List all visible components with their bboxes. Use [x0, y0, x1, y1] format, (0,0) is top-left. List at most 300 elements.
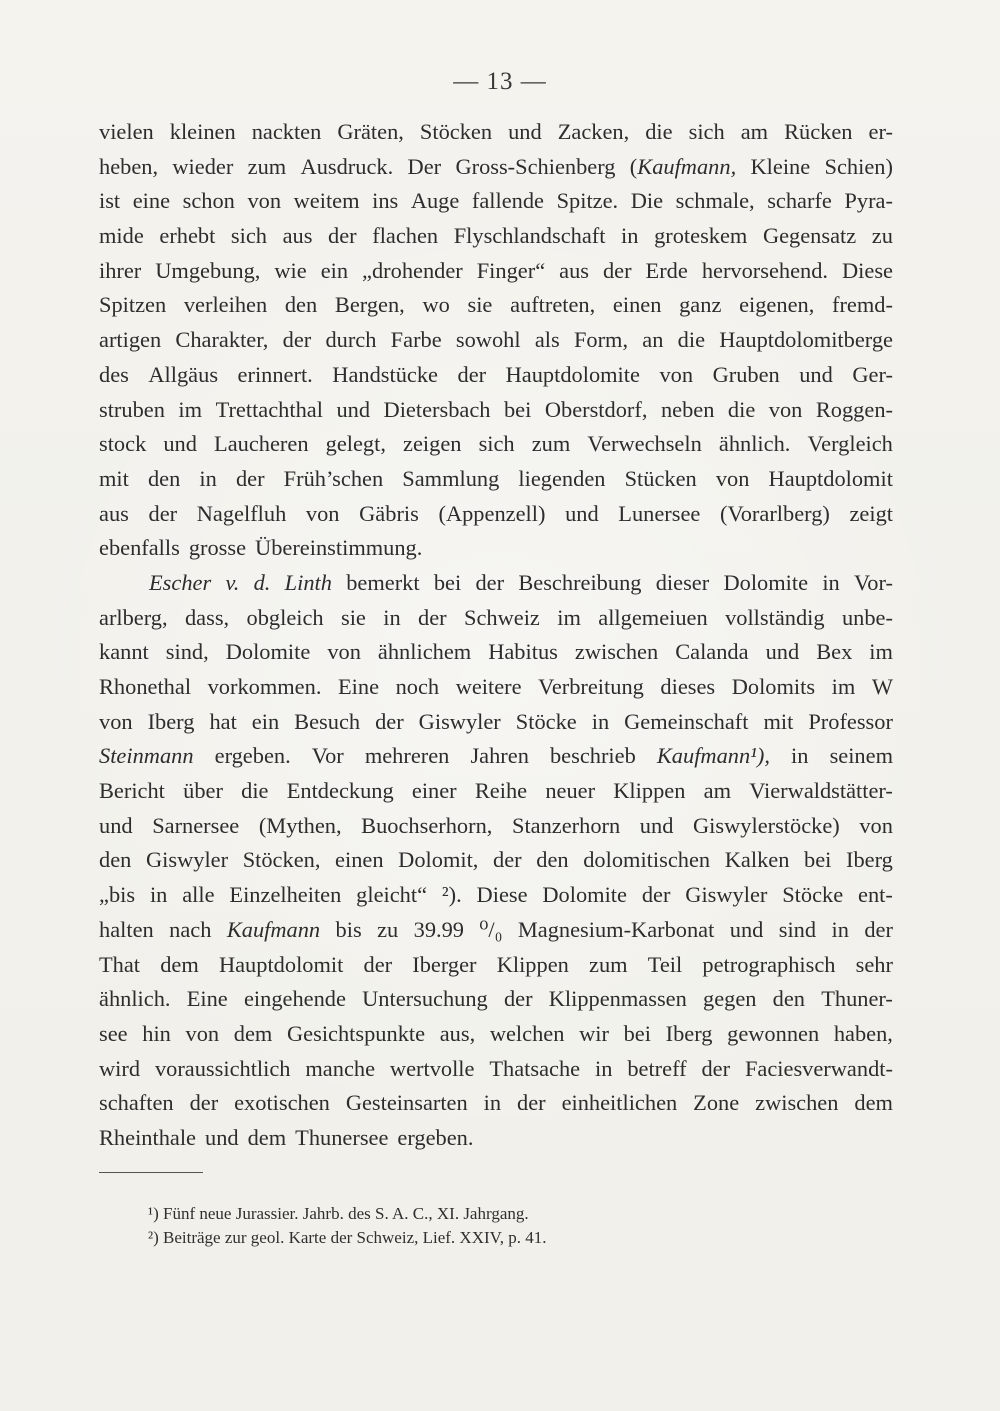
text-word: Umgebung, — [155, 257, 261, 283]
text-word: und — [639, 812, 674, 838]
text-word: haben, — [833, 1020, 893, 1046]
text-line — [99, 670, 893, 705]
text-word: Farbe — [390, 327, 442, 353]
text-word: von — [768, 396, 803, 422]
text-word: Zone — [693, 1090, 740, 1116]
text-word: der — [457, 361, 487, 387]
text-word: sich — [478, 431, 515, 457]
text-word: aus — [99, 500, 129, 526]
text-word: durch — [325, 327, 377, 353]
text-word: Diese — [842, 257, 893, 283]
text-word: Ausdruck. — [300, 153, 394, 179]
text-word: den — [284, 292, 318, 318]
text-word: verleihen — [183, 292, 268, 318]
text-word: Faciesverwandt- — [744, 1055, 893, 1081]
text-word: dieser — [655, 569, 710, 595]
text-word: und — [765, 639, 800, 665]
text-line — [99, 288, 893, 323]
text-word: von — [305, 500, 340, 526]
text-word: fremd- — [831, 292, 893, 318]
text-word: Nagelfluh — [196, 500, 287, 526]
text-line — [99, 705, 893, 740]
text-word: Flyschlandschaft — [453, 223, 606, 249]
text-line — [99, 1086, 893, 1121]
text-word: die — [645, 119, 673, 144]
text-word: in — [791, 743, 809, 769]
text-word: Die — [630, 188, 664, 214]
text-word: der — [282, 327, 312, 353]
text-word: zu — [377, 916, 399, 942]
text-line — [99, 913, 893, 948]
text-word: That — [99, 951, 141, 977]
text-word: Stöcke — [782, 882, 844, 908]
text-line — [99, 1052, 893, 1087]
text-word: in — [199, 465, 217, 491]
text-line — [99, 739, 893, 774]
text-word: arlberg, — [99, 604, 168, 630]
text-word: dem — [854, 1090, 893, 1116]
text-line — [99, 323, 893, 358]
text-word: und — [99, 812, 133, 838]
text-word: nach — [169, 916, 212, 942]
text-word: Ger- — [852, 361, 893, 387]
text-word: den — [536, 847, 569, 873]
text-word: bei — [503, 396, 532, 422]
text-word: der — [701, 1055, 731, 1081]
text-word: der — [235, 465, 265, 491]
text-word: (Kaufmann, — [629, 153, 737, 179]
text-word: nackten — [251, 119, 322, 144]
text-word: vielen — [99, 119, 154, 144]
text-word: Rücken — [784, 119, 853, 144]
text-word: in — [591, 708, 610, 734]
text-word: Rhonethal — [99, 674, 192, 699]
text-word: Entdeckung — [286, 778, 394, 804]
text-word: noch — [395, 674, 440, 699]
text-word: wieder — [172, 153, 234, 179]
text-word: Bergen, — [334, 292, 405, 318]
text-word: Form, — [573, 327, 629, 353]
text-word: Kleine — [750, 153, 811, 179]
text-word: wie — [274, 257, 307, 283]
text-word: bis — [335, 916, 362, 942]
text-word: in — [831, 916, 849, 942]
text-word: Magnesium-Karbonat — [517, 916, 715, 942]
text-word: eingehende — [243, 986, 346, 1012]
text-word: Diese — [476, 882, 528, 908]
footnote-divider — [99, 1172, 203, 1173]
text-word: Reihe — [474, 778, 528, 804]
text-word: eine — [132, 188, 171, 214]
text-word: erinnert. — [237, 361, 313, 387]
text-line — [99, 531, 893, 566]
page-number: — 13 — — [453, 68, 547, 95]
text-word: Gemeinschaft — [624, 708, 749, 734]
text-word: ähnlich. — [718, 431, 791, 457]
text-word: Besuch — [294, 708, 361, 734]
text-word: kleinen — [169, 119, 236, 144]
text-word: wertvolle — [389, 1055, 475, 1081]
text-word: Pyra- — [844, 188, 893, 214]
text-line — [99, 462, 893, 497]
text-word: exotischen — [234, 1090, 330, 1116]
text-word: W — [871, 674, 893, 699]
text-word: (Appenzell) — [438, 500, 546, 526]
text-word: Gegensatz — [762, 223, 857, 249]
text-word: von — [327, 639, 361, 665]
text-word: ganz — [679, 292, 722, 318]
text-word: zeigen — [403, 431, 462, 457]
text-word: und — [729, 916, 764, 942]
text-word: Allgäus — [148, 361, 219, 387]
text-line — [99, 566, 893, 601]
text-word: zwischen — [755, 1090, 839, 1116]
text-word: sowohl — [455, 327, 521, 353]
text-line — [99, 982, 893, 1017]
text-word: welchen — [489, 1020, 565, 1046]
text-word: Dolomits — [731, 674, 816, 699]
text-word: erhebt — [159, 223, 216, 249]
text-word: Giswylerstöcke) — [693, 812, 840, 838]
text-word: Klippen — [496, 951, 569, 977]
text-word: vollständig — [725, 604, 825, 630]
text-word: hervorsehend. — [701, 257, 829, 283]
text-word: der — [602, 257, 632, 283]
text-word: Klippenmassen — [548, 986, 687, 1012]
text-word: die — [727, 396, 756, 422]
text-word: ⁰/₀ — [479, 916, 503, 942]
text-word: stock — [99, 431, 147, 457]
text-word: kannt — [99, 639, 149, 665]
text-word: einen — [335, 847, 384, 873]
text-word: grosse — [188, 535, 247, 561]
text-word: im — [557, 604, 581, 630]
text-word: in — [595, 1055, 613, 1081]
text-word: Untersuchung — [362, 986, 488, 1012]
text-word: Dietersbach — [383, 396, 491, 422]
text-word: am — [703, 778, 731, 804]
text-word: dem — [233, 1020, 273, 1046]
text-word: flachen — [372, 223, 439, 249]
text-word: den — [772, 986, 806, 1012]
text-word: gleicht“ — [356, 882, 428, 908]
text-word: (Mythen, — [258, 812, 342, 838]
text-word: schon — [182, 188, 235, 214]
text-word: hin — [142, 1020, 171, 1046]
text-word: gegen — [703, 986, 757, 1012]
text-word: einheitlichen — [561, 1090, 678, 1116]
text-word: Calanda — [675, 639, 749, 665]
text-word: „bis — [99, 882, 136, 908]
text-word: neuer — [545, 778, 596, 804]
text-word: ähnlichem — [377, 639, 472, 665]
text-word: Vergleich — [807, 431, 893, 457]
text-word: und — [799, 361, 833, 387]
text-word: über — [183, 778, 223, 804]
text-word: ein — [320, 257, 349, 283]
text-line — [99, 254, 893, 289]
text-word: Habitus — [488, 639, 558, 665]
text-word: Sammlung — [402, 465, 500, 491]
text-word: Vor — [311, 743, 344, 769]
text-word: Einzelheiten — [229, 882, 342, 908]
text-word: Trettachthal — [215, 396, 323, 422]
text-word: einen — [612, 292, 662, 318]
text-word: wird — [99, 1055, 141, 1081]
text-word: Kaufmann¹), — [656, 743, 770, 769]
text-word: Der — [407, 153, 442, 179]
text-word: und — [163, 431, 197, 457]
text-word: ist — [99, 188, 121, 214]
footnotes — [148, 1202, 768, 1250]
text-word: zwischen — [574, 639, 659, 665]
text-word: sind, — [165, 639, 209, 665]
text-word: Gruben — [712, 361, 780, 387]
text-word: zum — [531, 431, 571, 457]
text-word: Gesichtspunkte — [287, 1020, 426, 1046]
text-word: zeigt — [849, 500, 893, 526]
text-word: Vor- — [854, 569, 893, 595]
text-word: vorkommen. — [207, 674, 322, 699]
text-word: der — [189, 1090, 219, 1116]
text-word: ein — [251, 708, 280, 734]
text-word: gewonnen — [727, 1020, 820, 1046]
text-line — [99, 219, 893, 254]
text-word: Laucheren — [214, 431, 309, 457]
text-word: Oberstdorf, — [544, 396, 648, 422]
text-word: Auge — [410, 188, 460, 214]
text-line — [99, 427, 893, 462]
text-word: am — [740, 119, 769, 144]
text-word: von — [247, 188, 282, 214]
text-word: Stücken — [624, 465, 697, 491]
text-word: schaften — [99, 1090, 174, 1116]
text-word: Linth — [284, 569, 332, 595]
text-word: Lunersee — [618, 500, 701, 526]
text-word: Verbreitung — [538, 674, 644, 699]
text-word: aus — [282, 223, 313, 249]
text-word: der — [864, 916, 893, 942]
text-word: in — [149, 882, 168, 908]
text-word: sich — [688, 119, 725, 144]
text-word: halten — [99, 916, 154, 942]
text-word: der — [148, 500, 178, 526]
text-word: Professor — [808, 708, 893, 734]
text-word: dieses — [660, 674, 716, 699]
text-word: Thuner- — [821, 986, 893, 1012]
text-word: ent- — [858, 882, 893, 908]
text-word: er- — [868, 119, 893, 144]
text-word: wir — [579, 1020, 609, 1046]
text-word: zu — [871, 223, 893, 249]
text-word: neben — [660, 396, 715, 422]
text-word: Thunersee — [295, 1124, 389, 1150]
text-word: Vierwaldstätter- — [749, 778, 893, 804]
text-word: Sarnersee — [152, 812, 240, 838]
text-word: weitem — [293, 188, 360, 214]
text-word: Gross-Schienberg — [455, 153, 616, 179]
text-word: ähnlich. — [99, 986, 171, 1012]
text-word: der — [363, 951, 393, 977]
text-word: sehr — [855, 951, 893, 977]
text-line — [99, 843, 893, 878]
text-word: 39.99 — [413, 916, 465, 942]
text-word: Hauptdolomit — [218, 951, 344, 977]
text-word: Finger“ — [476, 257, 546, 283]
text-word: aus, — [439, 1020, 476, 1046]
text-word: mit — [763, 708, 794, 734]
text-word: sich — [230, 223, 267, 249]
text-word: Giswyler — [685, 882, 768, 908]
text-word: Spitzen — [99, 292, 167, 318]
text-word: Rheinthale — [99, 1124, 196, 1150]
text-word: Hauptdolomit — [768, 465, 893, 491]
text-word: ²). — [441, 882, 462, 908]
text-word: die — [241, 778, 269, 804]
text-word: von — [99, 708, 133, 734]
text-word: Verwechseln — [587, 431, 702, 457]
text-word: Bericht — [99, 778, 165, 804]
text-word: bei — [433, 569, 462, 595]
text-word: see — [99, 1020, 128, 1046]
text-word: dem — [160, 951, 199, 977]
text-word: von — [659, 361, 694, 387]
text-word: petrographisch — [702, 951, 836, 977]
text-word: und — [336, 396, 371, 422]
text-word: Stöcken, — [242, 847, 321, 873]
text-word: der — [641, 882, 671, 908]
text-word: in — [483, 1090, 502, 1116]
text-word: unbe- — [841, 604, 893, 630]
text-word: und — [205, 1124, 239, 1150]
text-word: Zacken, — [557, 119, 630, 144]
text-word: im — [831, 674, 856, 699]
text-word: sie — [467, 292, 493, 318]
text-line — [99, 150, 893, 185]
text-word: und — [508, 119, 542, 144]
text-word: dass, — [184, 604, 230, 630]
text-word: liegenden — [518, 465, 606, 491]
text-word: Klippen — [613, 778, 686, 804]
text-word: seinem — [829, 743, 893, 769]
text-word: von — [715, 465, 750, 491]
text-word: Gesteinsarten — [345, 1090, 468, 1116]
text-word: Stöcken — [419, 119, 493, 144]
text-word: d. — [253, 569, 271, 595]
text-word: einer — [411, 778, 457, 804]
text-line — [99, 358, 893, 393]
text-word: alle — [182, 882, 215, 908]
text-word: mehreren — [364, 743, 450, 769]
text-word: Iberger — [412, 951, 477, 977]
text-word: Handstücke — [332, 361, 438, 387]
text-word: von — [859, 812, 893, 838]
text-word: bemerkt — [346, 569, 420, 595]
text-word: „drohender — [362, 257, 463, 283]
text-word: den — [147, 465, 181, 491]
body-text — [99, 115, 893, 1156]
text-line — [99, 774, 893, 809]
footnote-line: ²) Beiträge zur geol. Karte der Schweiz, Lief. XXIV, p. 41. — [148, 1228, 547, 1247]
text-word: Dolomite — [723, 569, 809, 595]
text-word: Dolomite — [542, 882, 627, 908]
text-word: zum — [589, 951, 628, 977]
text-word: Erde — [645, 257, 688, 283]
text-word: allgemeiuen — [598, 604, 708, 630]
text-word: in — [383, 604, 401, 630]
text-word: Gräten, — [337, 119, 404, 144]
text-word: Hauptdolomite — [505, 361, 640, 387]
text-word: mide — [99, 223, 144, 249]
text-word: in — [621, 223, 639, 249]
text-word: Jahren — [470, 743, 529, 769]
text-word: dolomitischen — [583, 847, 711, 873]
text-word: dem — [247, 1124, 287, 1150]
text-word: der — [517, 1090, 546, 1116]
text-word: ergeben. — [397, 1124, 474, 1150]
text-line — [99, 635, 893, 670]
text-word: betreff — [627, 1055, 687, 1081]
text-word: Schien) — [824, 153, 893, 179]
text-word: Thatsache — [489, 1055, 581, 1081]
text-word: Escher — [149, 569, 212, 595]
text-word: obgleich — [246, 604, 324, 630]
text-word: die — [677, 327, 706, 353]
text-word: aus — [559, 257, 589, 283]
text-line — [99, 1121, 893, 1156]
text-word: Dolomit, — [398, 847, 479, 873]
text-word: in — [822, 569, 840, 595]
text-word: im — [869, 639, 893, 665]
text-word: Iberg — [147, 708, 195, 734]
text-word: Übereinstimmung. — [255, 535, 423, 561]
text-word: im — [178, 396, 203, 422]
text-word: Iberg — [665, 1020, 713, 1046]
text-word: Gäbris — [359, 500, 419, 526]
text-line — [99, 184, 893, 219]
text-word: voraussichtlich — [154, 1055, 291, 1081]
text-word: Eine — [186, 986, 228, 1012]
text-word: Hauptdolomitberge — [719, 327, 893, 353]
text-word: auftreten, — [510, 292, 596, 318]
text-word: schmale, — [675, 188, 755, 214]
text-word: der — [375, 708, 404, 734]
text-word: weitere — [455, 674, 522, 699]
text-line — [99, 1017, 893, 1052]
text-word: bei — [623, 1020, 651, 1046]
text-line — [99, 393, 893, 428]
text-word: Schweiz — [464, 604, 540, 630]
text-word: der — [493, 847, 522, 873]
text-word: artigen — [99, 327, 162, 353]
text-word: Charakter, — [175, 327, 269, 353]
text-word: ergeben. — [214, 743, 291, 769]
text-word: ebenfalls — [99, 535, 180, 561]
text-word: Dolomite — [225, 639, 311, 665]
text-word: an — [642, 327, 664, 353]
text-word: der — [418, 604, 447, 630]
text-line — [99, 497, 893, 532]
text-word: als — [534, 327, 560, 353]
text-line — [99, 948, 893, 983]
text-word: Früh’schen — [283, 465, 384, 491]
text-word: zum — [247, 153, 287, 179]
text-word: Giswyler — [145, 847, 229, 873]
text-word: von — [185, 1020, 220, 1046]
text-word: den — [99, 847, 132, 873]
text-word: der — [503, 986, 533, 1012]
text-word: Beschreibung — [518, 569, 642, 595]
